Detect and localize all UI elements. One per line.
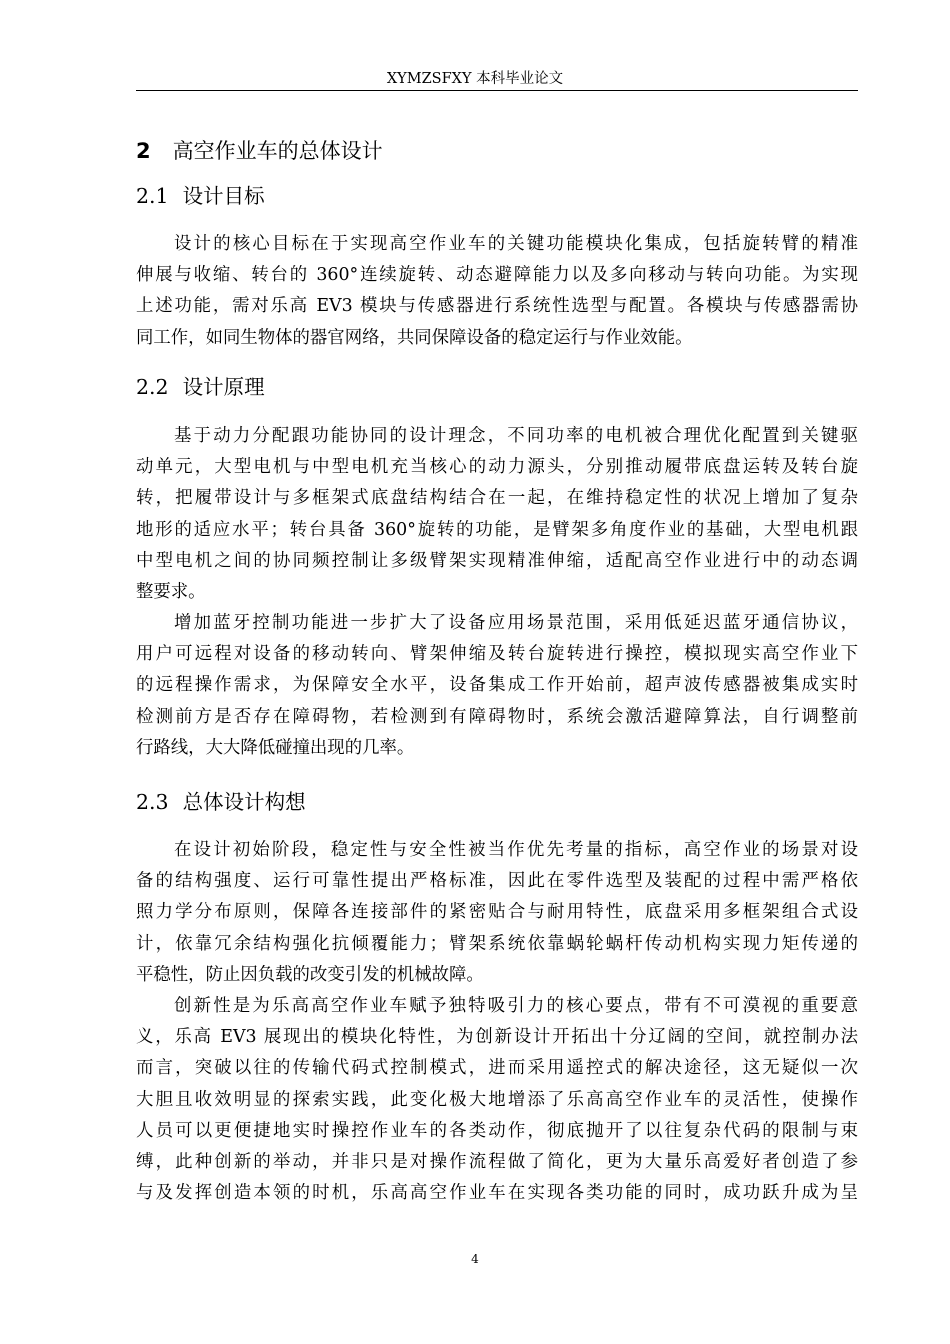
paragraph [136, 421, 858, 608]
text-line: 计，依靠冗余结构强化抗倾覆能力；臂架系统依靠蜗轮蜗杆传动机构实现力矩传递的 [136, 933, 858, 954]
section-title: 总体设计构想 [182, 790, 306, 814]
text-line: 检测前方是否存在障碍物，若检测到有障碍物时，系统会激活避障算法，自行调整前 [136, 706, 858, 727]
text-line: 平稳性，防止因负载的改变引发的机械故障。 [136, 964, 484, 985]
section-heading-2-3 [136, 787, 306, 817]
text-line: 大胆且收效明显的探索实践，此变化极大地增添了乐高高空作业车的灵活性，使操作 [136, 1089, 858, 1110]
text-line: 的远程操作需求，为保障安全水平，设备集成工作开始前，超声波传感器被集成实时 [136, 675, 858, 696]
text-line: 在设计初始阶段，稳定性与安全性被当作优先考量的指标，高空作业的场景对设 [174, 840, 858, 860]
running-header: XYMZSFXY 本科毕业论文 [386, 71, 564, 87]
chapter-title: 高空作业车的总体设计 [172, 139, 383, 163]
text-line: 设计的核心目标在于实现高空作业车的关键功能模块化集成，包括旋转臂的精准 [174, 234, 858, 254]
section-heading-2-1 [136, 181, 265, 211]
text-line: 人员可以更便捷地实时操控作业车的各类动作，彻底抛开了以往复杂代码的限制与束 [136, 1120, 858, 1141]
paragraph [136, 229, 858, 354]
text-line: 转，把履带设计与多框架式底盘结构结合在一起，在维持稳定性的状况上增加了复杂 [136, 488, 858, 509]
page-number: 4 [471, 1252, 479, 1266]
text-line: 伸展与收缩、转台的 360°连续旋转、动态避障能力以及多向移动与转向功能。为实现 [136, 265, 858, 286]
section-title: 设计目标 [182, 184, 265, 208]
paragraph [136, 835, 858, 991]
chapter-heading [136, 136, 383, 166]
text-line: 动单元，大型电机与中型电机充当核心的动力源头，分别推动履带底盘运转及转台旋 [136, 457, 858, 478]
text-line: 地形的适应水平；转台具备 360°旋转的功能，是臂架多角度作业的基础，大型电机跟 [136, 519, 858, 540]
text-line: 而言，突破以往的传输代码式控制模式，进而采用遥控式的解决途径，这无疑似一次 [136, 1058, 858, 1079]
text-line: 基于动力分配跟功能协同的设计理念，不同功率的电机被合理优化配置到关键驱 [174, 426, 858, 446]
paragraph [136, 991, 858, 1209]
text-line: 与及发挥创造本领的时机，乐高高空作业车在实现各类功能的同时，成功跃升成为呈 [136, 1183, 858, 1204]
text-line: 照力学分布原则，保障各连接部件的紧密贴合与耐用特性，底盘采用多框架组合式设 [136, 902, 858, 923]
section-number: 2.2 [136, 375, 169, 399]
text-line: 同工作，如同生物体的器官网络，共同保障设备的稳定运行与作业效能。 [136, 327, 693, 348]
header-divider [136, 90, 858, 91]
section-title: 设计原理 [182, 375, 265, 399]
text-line: 义，乐高 EV3 展现出的模块化特性，为创新设计开拓出十分辽阔的空间，就控制办法 [136, 1027, 858, 1048]
paragraph [136, 608, 858, 764]
text-line: 增加蓝牙控制功能进一步扩大了设备应用场景范围，采用低延迟蓝牙通信协议， [174, 613, 858, 633]
text-line: 中型电机之间的协同频控制让多级臂架实现精准伸缩，适配高空作业进行中的动态调 [136, 550, 858, 571]
text-line: 整要求。 [136, 581, 206, 602]
text-line: 行路线，大大降低碰撞出现的几率。 [136, 737, 415, 758]
text-line: 备的结构强度、运行可靠性提出严格标准，因此在零件选型及装配的过程中需严格依 [136, 871, 858, 892]
section-number: 2.3 [136, 790, 169, 814]
text-line: 上述功能，需对乐高 EV3 模块与传感器进行系统性选型与配置。各模块与传感器需协 [136, 296, 858, 317]
section-heading-2-2 [136, 372, 265, 402]
text-line: 缚，此种创新的举动，并非只是对操作流程做了简化，更为大量乐高爱好者创造了参 [136, 1151, 858, 1172]
chapter-number: 2 [136, 139, 151, 163]
text-line: 创新性是为乐高高空作业车赋予独特吸引力的核心要点，带有不可漠视的重要意 [174, 996, 858, 1016]
section-number: 2.1 [136, 184, 169, 208]
text-line: 用户可远程对设备的移动转向、臂架伸缩及转台旋转进行操控，模拟现实高空作业下 [136, 644, 858, 665]
